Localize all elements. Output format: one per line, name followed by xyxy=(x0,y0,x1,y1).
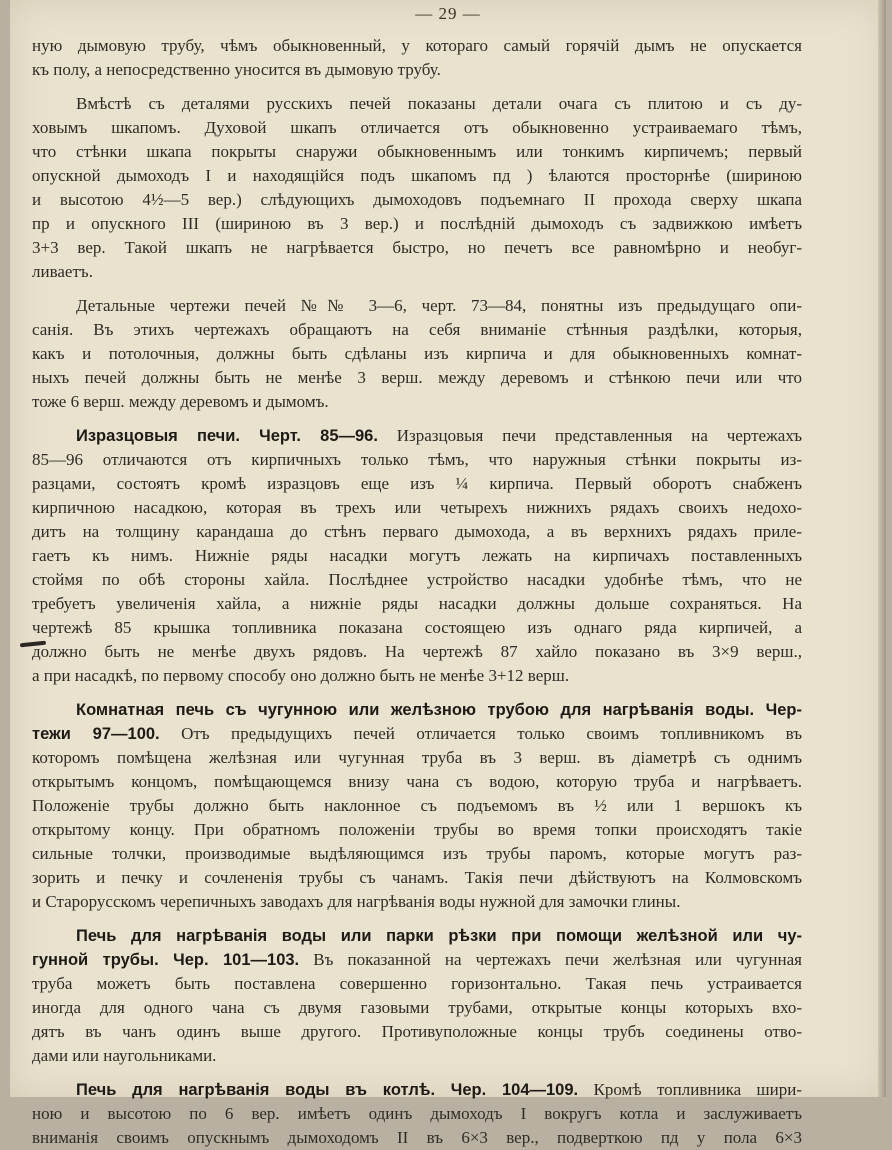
line-text: стоймя по обѣ стороны хайла. Послѣднее устройство насадки удобнѣе тѣмъ, что не xyxy=(32,570,802,589)
line-text: 3+3 вер. Такой шкапъ не нагрѣвается быстро, но печетъ все равномѣрно и необуг- xyxy=(32,238,802,257)
text-line xyxy=(32,342,802,366)
text-line xyxy=(32,448,802,472)
line-text: чертежѣ 85 крышка топливника показана состоящею изъ однаго ряда кирпичей, а xyxy=(32,618,802,637)
section-heading: Печь для нагрѣванія воды или парки рѣзки при помощи желѣзной или чу- xyxy=(76,927,802,945)
line-text: Кромѣ топливника шири- xyxy=(578,1080,802,1099)
paragraph-gap xyxy=(32,1068,802,1078)
line-text: дами или наугольниками. xyxy=(32,1046,217,1065)
text-line xyxy=(32,1044,802,1068)
page-number: — 29 — xyxy=(415,4,481,23)
line-text: должно быть не менѣе двухъ рядовъ. На чертежѣ 87 хайло показано въ 3×9 верш., xyxy=(32,642,802,661)
text-line xyxy=(32,164,802,188)
section-heading: гунной трубы. Чер. 101—103. xyxy=(32,951,300,969)
line-text: дитъ на толщину карандаша до стѣнъ перваго дымохода, а въ верхнихъ рядахъ приле- xyxy=(32,522,802,541)
line-text: Изразцовыя печи представленныя на чертежахъ xyxy=(377,426,802,445)
text-line xyxy=(32,212,802,236)
text-line xyxy=(32,366,802,390)
line-text: тоже 6 верш. между деревомъ и дымомъ. xyxy=(32,392,329,411)
text-line xyxy=(32,866,802,890)
line-text: дятъ въ чанъ одинъ выше другого. Противуположные концы трубъ соединены отво- xyxy=(32,1022,802,1041)
text-line xyxy=(32,640,802,664)
book-page xyxy=(10,0,886,1147)
section-heading: Комнатная печь съ чугунною или желѣзною трубою для нагрѣванія воды. Чер- xyxy=(76,701,802,719)
section-heading: Печь для нагрѣванія воды въ котлѣ. Чер. 104—109. xyxy=(76,1081,579,1099)
line-text: къ полу, а непосредственно уносится въ дымовую трубу. xyxy=(32,60,441,79)
text-line xyxy=(32,1020,802,1044)
line-text: кирпичною насадкою, которая въ трехъ или четырехъ нижнихъ рядахъ своихъ недохо- xyxy=(32,498,802,517)
text-line xyxy=(32,698,802,722)
line-text: ливаетъ. xyxy=(32,262,93,281)
text-line xyxy=(32,92,802,116)
line-text: что стѣнки шкапа покрыты снаружи обыкновеннымъ или тонкимъ кирпичемъ; первый xyxy=(32,142,802,161)
text-line xyxy=(32,236,802,260)
text-line xyxy=(32,34,802,58)
text-line xyxy=(32,294,802,318)
text-line xyxy=(32,568,802,592)
body-text xyxy=(32,34,802,1150)
line-text: а при насадкѣ, по первому способу оно должно быть не менѣе 3+12 верш. xyxy=(32,666,570,685)
line-text: 85—96 отличаются отъ кирпичныхъ только тѣмъ, что наружныя стѣнки покрыты из- xyxy=(32,450,802,469)
line-text: ною и высотою по 6 вер. имѣетъ одинъ дымоходъ I вокругъ котла и заслуживаетъ xyxy=(32,1104,802,1123)
line-text: и Старорусскомъ черепичныхъ заводахъ для нагрѣванія воды нужной для замочки глины. xyxy=(32,892,681,911)
line-text: Въ показанной на чертежахъ печи желѣзная или чугунная xyxy=(299,950,802,969)
text-line xyxy=(32,794,802,818)
text-line xyxy=(32,770,802,794)
text-line xyxy=(32,948,802,972)
section-heading: Изразцовыя печи. Черт. 85—96. xyxy=(76,427,378,445)
line-text: требуетъ увеличенія хайла, а нижніе ряды насадки должны дольше сохраняться. На xyxy=(32,594,802,613)
paragraph-gap xyxy=(32,914,802,924)
line-text: какъ и потолочныя, должны быть сдѣланы изъ кирпича и для обыкновенныхъ комнат- xyxy=(32,344,802,363)
paragraph-gap xyxy=(32,82,802,92)
line-text: ховымъ шкапомъ. Духовой шкапъ отличается отъ обыкновенно устраиваемаго тѣмъ, xyxy=(32,118,802,137)
line-text: Вмѣстѣ съ деталями русскихъ печей показаны детали очага съ плитою и съ ду- xyxy=(76,94,802,113)
text-line xyxy=(32,996,802,1020)
text-line xyxy=(32,842,802,866)
text-line xyxy=(32,520,802,544)
line-text: Детальные чертежи печей №№ 3—6, черт. 73—84, понятны изъ предыдущаго опи- xyxy=(76,296,802,315)
line-text: Положеніе трубы должно быть наклонное съ подъемомъ въ ½ или 1 вершокъ къ xyxy=(32,796,802,815)
text-line xyxy=(32,140,802,164)
line-text: пр и опускного III (шириною въ 3 вер.) и послѣдній дымоходъ съ задвижкою имѣетъ xyxy=(32,214,802,233)
page-edge-shadow xyxy=(878,0,886,1097)
text-line xyxy=(32,1078,802,1102)
text-line xyxy=(32,972,802,996)
text-line xyxy=(32,424,802,448)
line-text: и высотою 4½—5 вер.) слѣдующихъ дымоходовъ подъемнаго II прохода сверху шкапа xyxy=(32,190,802,209)
text-line xyxy=(32,116,802,140)
text-line xyxy=(32,188,802,212)
line-text: гаетъ къ нимъ. Нижніе ряды насадки могутъ лежать на кирпичахъ поставленныхъ xyxy=(32,546,802,565)
text-line xyxy=(32,664,802,688)
line-text: санія. Въ этихъ чертежахъ обращаютъ на себя вниманіе стѣнныя раздѣлки, которыя, xyxy=(32,320,802,339)
line-text: сильные толчки, производимые выдѣляющимся изъ трубы паромъ, которые могутъ раз- xyxy=(32,844,802,863)
text-line xyxy=(32,58,802,82)
text-line xyxy=(32,746,802,770)
text-line xyxy=(32,472,802,496)
text-line xyxy=(32,890,802,914)
text-line xyxy=(32,260,802,284)
text-line xyxy=(32,390,802,414)
paragraph-gap xyxy=(32,414,802,424)
line-text: ныхъ печей должны быть не менѣе 3 верш. между деревомъ и стѣнкою печи или что xyxy=(32,368,802,387)
text-line xyxy=(32,1126,802,1150)
text-line xyxy=(32,496,802,520)
text-line xyxy=(32,592,802,616)
text-line xyxy=(32,318,802,342)
text-line xyxy=(32,818,802,842)
line-text: открытымъ концомъ, помѣщающемся внизу чана съ водою, которую труба и нагрѣваетъ. xyxy=(32,772,802,791)
line-text: зорить и печку и сочлененія трубы съ чанамъ. Такія печи дѣйствуютъ на Колмовскомъ xyxy=(32,868,802,887)
paragraph-gap xyxy=(32,284,802,294)
text-line xyxy=(32,722,802,746)
line-text: открытому концу. При обратномъ положеніи трубы во время топки происходятъ такіе xyxy=(32,820,802,839)
text-line xyxy=(32,924,802,948)
text-line xyxy=(32,616,802,640)
line-text: опускной дымоходъ I и находящійся подъ шкапомъ пд ) ѣлаются просторнѣе (шириною xyxy=(32,166,802,185)
line-text: разцами, состоятъ кромѣ изразцовъ еще изъ ¼ кирпича. Первый оборотъ снабженъ xyxy=(32,474,802,493)
paragraph-gap xyxy=(32,688,802,698)
line-text: иногда для одного чана съ двумя газовыми трубами, открытые концы которыхъ вхо- xyxy=(32,998,802,1017)
line-text: которомъ помѣщена желѣзная или чугунная труба въ 3 верш. въ діаметрѣ съ однимъ xyxy=(32,748,802,767)
text-line xyxy=(32,544,802,568)
section-heading: тежи 97—100. xyxy=(32,725,160,743)
text-line xyxy=(32,1102,802,1126)
line-text: Отъ предыдущихъ печей отличается только своимъ топливникомъ въ xyxy=(159,724,802,743)
line-text: труба можетъ быть поставлена совершенно горизонтально. Такая печь устраивается xyxy=(32,974,802,993)
line-text: вниманія своимъ опускнымъ дымоходомъ II въ 6×3 вер., подверткою пд у пола 6×3 xyxy=(32,1128,802,1147)
line-text: ную дымовую трубу, чѣмъ обыкновенный, у котораго самый горячій дымъ не опускается xyxy=(32,36,802,55)
